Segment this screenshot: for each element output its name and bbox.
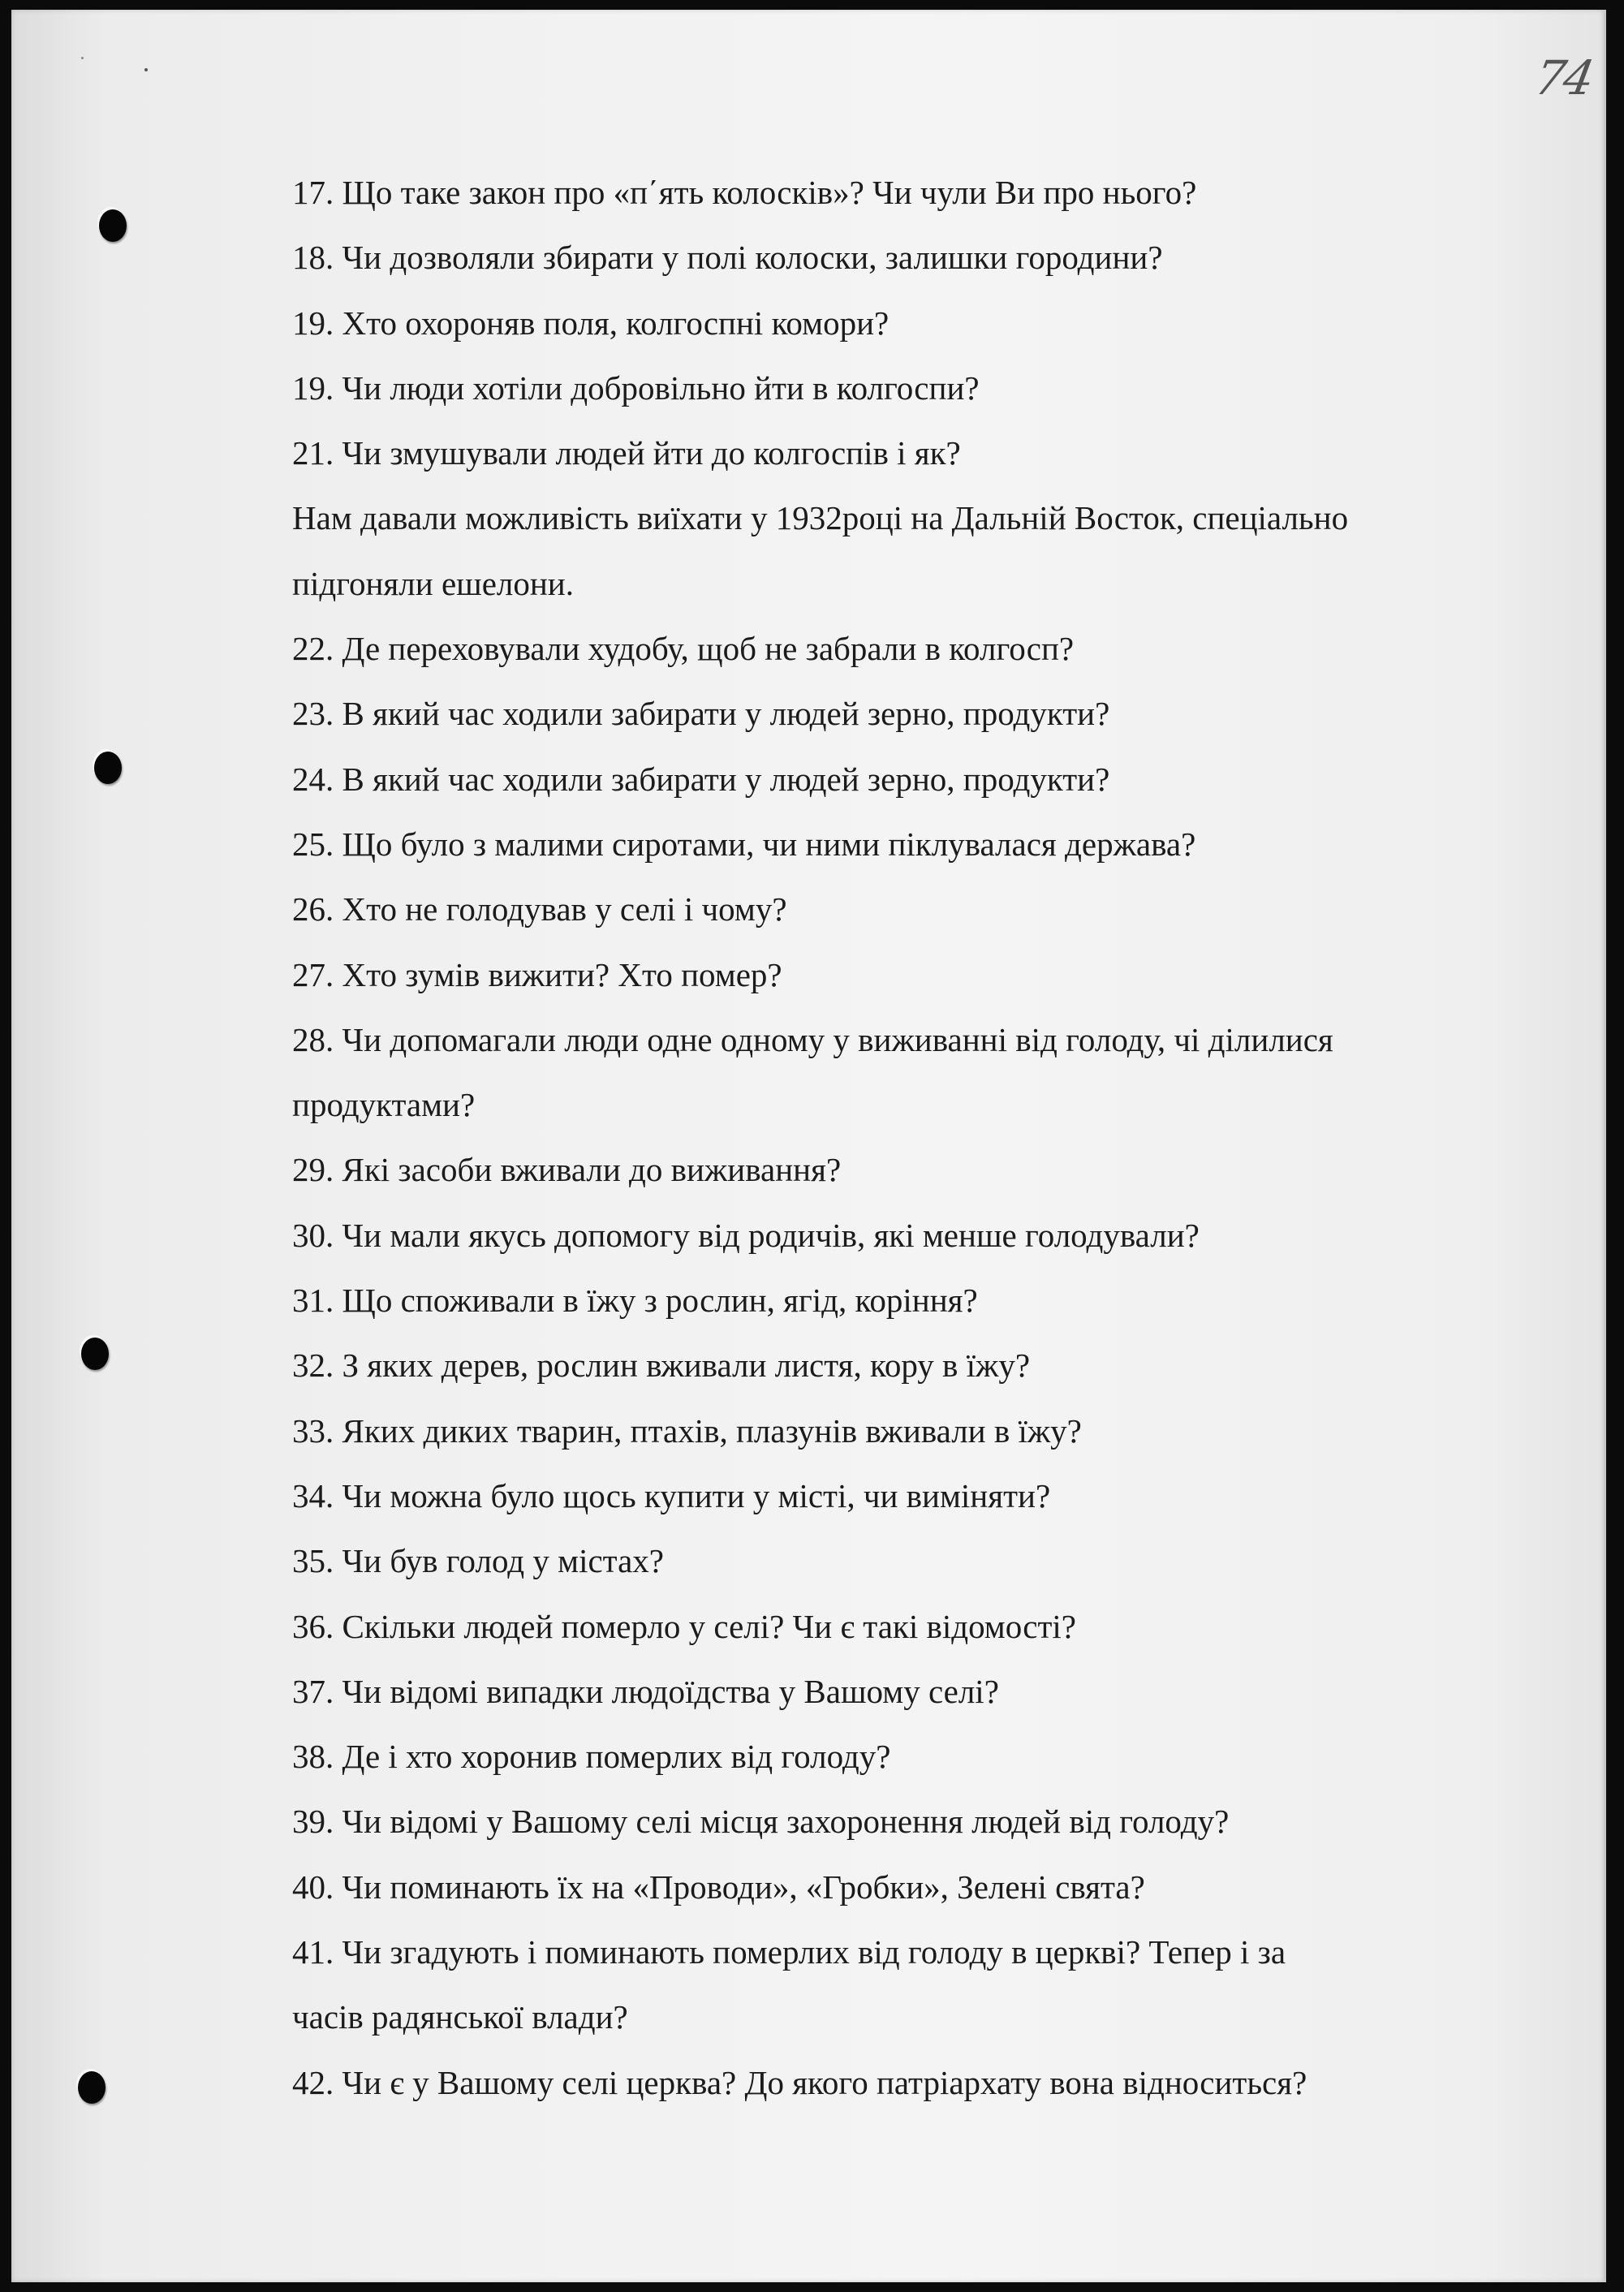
text-line: 26. Хто не голодував у селі і чому? [292, 890, 787, 928]
text-line: 38. Де і хто хоронив померлих від голоду? [292, 1738, 891, 1776]
punch-hole [81, 1338, 109, 1370]
text-line: 39. Чи відомі у Вашому селі місця захоронення людей від голоду? [292, 1803, 1230, 1841]
text-line: 21. Чи змушували людей йти до колгоспів і як? [292, 434, 961, 472]
text-line: 30. Чи мали якусь допомогу від родичів, які менше голодували? [292, 1216, 1200, 1254]
text-line: 19. Хто охороняв поля, колгоспні комори? [292, 304, 890, 342]
paper-sheet [11, 10, 1606, 2282]
handwritten-page-number: 74 [1531, 50, 1597, 106]
text-line: Нам давали можливість виїхати у 1932році на Дальній Восток, спеціально [292, 499, 1349, 537]
text-line: 28. Чи допомагали люди одне одному у виживанні від голоду, чі ділилися [292, 1020, 1333, 1058]
text-line: 24. В який час ходили забирати у людей зерно, продукти? [292, 760, 1110, 798]
punch-hole [99, 209, 127, 242]
text-line: 31. Що споживали в їжу з рослин, ягід, коріння? [292, 1282, 978, 1320]
text-line: часів радянської влади? [292, 1998, 628, 2036]
text-line: 37. Чи відомі випадки людоїдства у Вашому селі? [292, 1672, 999, 1710]
text-line: 18. Чи дозволяли збирати у полі колоски, залишки городини? [292, 239, 1163, 277]
paper-speck [144, 68, 148, 71]
text-line: 42. Чи є у Вашому селі церква? До якого патріархату вона відноситься? [292, 2063, 1307, 2101]
text-line: 40. Чи поминають їх на «Проводи», «Гробки», Зелені свята? [292, 1868, 1145, 1906]
text-line: 34. Чи можна було щось купити у місті, чи виміняти? [292, 1476, 1051, 1514]
text-line: 27. Хто зумів вижити? Хто помер? [292, 955, 782, 993]
text-line: 32. З яких дерев, рослин вживали листя, кору в їжу? [292, 1346, 1031, 1385]
punch-hole [94, 752, 122, 784]
punch-hole [78, 2071, 106, 2104]
question-list [292, 169, 1493, 2124]
text-line: 25. Що було з малими сиротами, чи ними піклувалася держава? [292, 825, 1196, 863]
text-line: підгоняли ешелони. [292, 564, 574, 602]
text-line: 33. Яких диких тварин, птахів, плазунів вживали в їжу? [292, 1411, 1082, 1450]
text-line: 41. Чи згадують і поминають померлих від голоду в церкві? Тепер і за [292, 1933, 1286, 1971]
text-line: 19. Чи люди хотіли добровільно йти в колгоспи? [292, 368, 980, 407]
text-line: 22. Де переховували худобу, щоб не забрали в колгосп? [292, 630, 1075, 668]
text-line: 29. Які засоби вживали до виживання? [292, 1151, 842, 1189]
text-line: 23. В який час ходили забирати у людей зерно, продукти? [292, 695, 1110, 733]
text-line: продуктами? [292, 1086, 476, 1124]
paper-speck [81, 57, 84, 59]
text-line: 17. Що таке закон про «п΄ять колосків»? Чи чули Ви про нього? [292, 174, 1197, 211]
text-line: 35. Чи був голод у містах? [292, 1542, 664, 1580]
text-line: 36. Скільки людей померло у селі? Чи є такі відомості? [292, 1607, 1076, 1645]
